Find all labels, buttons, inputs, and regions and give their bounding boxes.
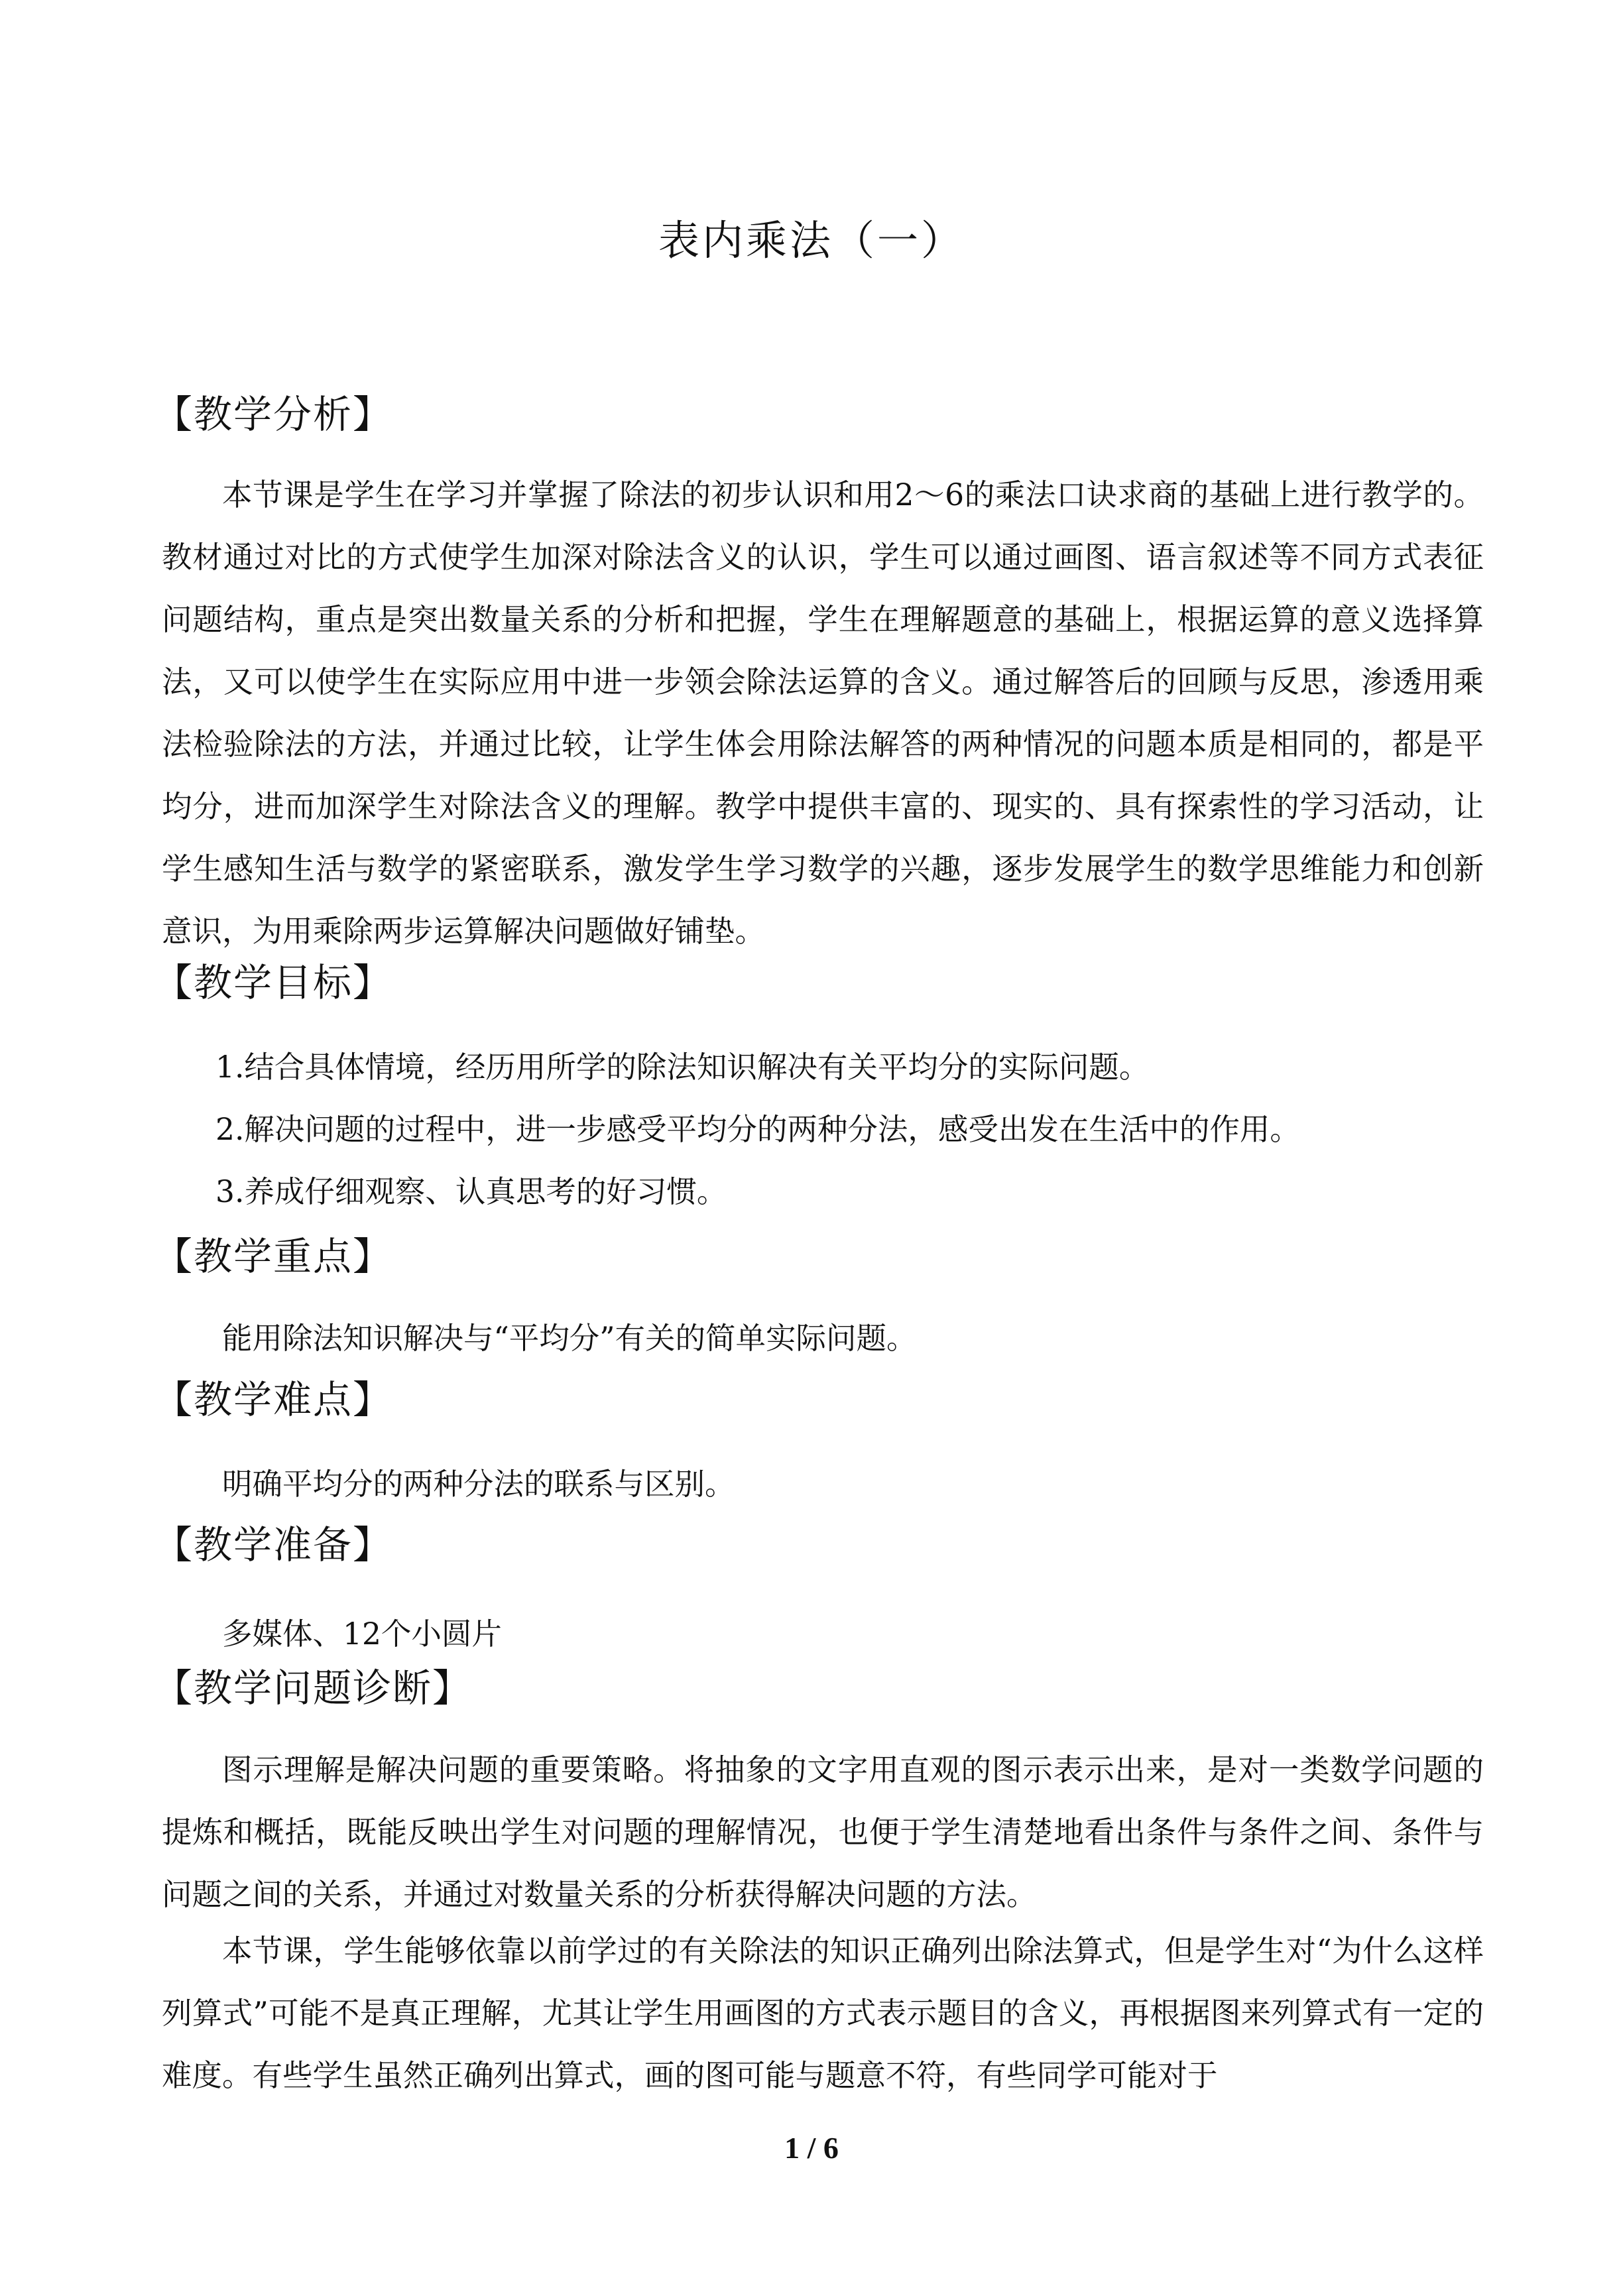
paragraph-key-points: 能用除法知识解决与“平均分”有关的简单实际问题。 <box>222 1321 917 1356</box>
heading-key-points: 【教学重点】 <box>154 1234 393 1279</box>
paragraph-difficulties: 明确平均分的两种分法的联系与区别。 <box>222 1467 735 1502</box>
heading-analysis: 【教学分析】 <box>154 392 393 437</box>
paragraph-analysis: 本节课是学生在学习并掌握了除法的初步认识和用2～6的乘法口诀求商的基础上进行教学的。教材通过对比的方式使学生加深对除法含义的认识，学生可以通过画图、语言叙述等不同方式表征问题结构，重点是突出数量关系的分析和把握，学生在理解题意的基础上，根据运算的意义选择算法，又可以使学生在实际应用中进一步领会除法运算的含义。通过解答后的回顾与反思，渗透用乘法检验除法的方法，并通过比较，让学生体会用除法解答的两种情况的问题本质是相同的，都是平均分，进而加深学生对除法含义的理解。教学中提供丰富的、现实的、具有探索性的学习活动，让学生感知生活与数学的紧密联系，激发学生学习数学的兴趣，逐步发展学生的数学思维能力和创新意识，为用乘除两步运算解决问题做好铺垫。 <box>162 477 1484 949</box>
paragraph-preparation: 多媒体、12个小圆片 <box>222 1616 502 1652</box>
goal-item-3: 3.养成仔细观察、认真思考的好习惯。 <box>215 1174 727 1209</box>
paragraph-diagnosis-2: 本节课，学生能够依靠以前学过的有关除法的知识正确列出除法算式，但是学生对“为什么这样列算式”可能不是真正理解，尤其让学生用画图的方式表示题目的含义，再根据图来列算式有一定的难度。有些学生虽然正确列出算式，画的图可能与题意不符，有些同学可能对于 <box>162 1933 1484 2093</box>
heading-preparation: 【教学准备】 <box>154 1522 393 1567</box>
paragraph-diagnosis-1: 图示理解是解决问题的重要策略。将抽象的文字用直观的图示表示出来，是对一类数学问题的提炼和概括，既能反映出学生对问题的理解情况，也便于学生清楚地看出条件与条件之间、条件与问题之间的关系，并通过对数量关系的分析获得解决问题的方法。 <box>162 1752 1484 1912</box>
goal-item-2: 2.解决问题的过程中，进一步感受平均分的两种分法，感受出发在生活中的作用。 <box>215 1112 1300 1147</box>
heading-difficulties: 【教学难点】 <box>154 1377 393 1422</box>
goal-item-1: 1.结合具体情境，经历用所学的除法知识解决有关平均分的实际问题。 <box>215 1050 1150 1085</box>
heading-goals: 【教学目标】 <box>154 960 393 1005</box>
heading-diagnosis: 【教学问题诊断】 <box>154 1665 473 1711</box>
document-title: 表内乘法（一） <box>658 216 965 265</box>
page-indicator: 1 / 6 <box>784 2131 839 2165</box>
